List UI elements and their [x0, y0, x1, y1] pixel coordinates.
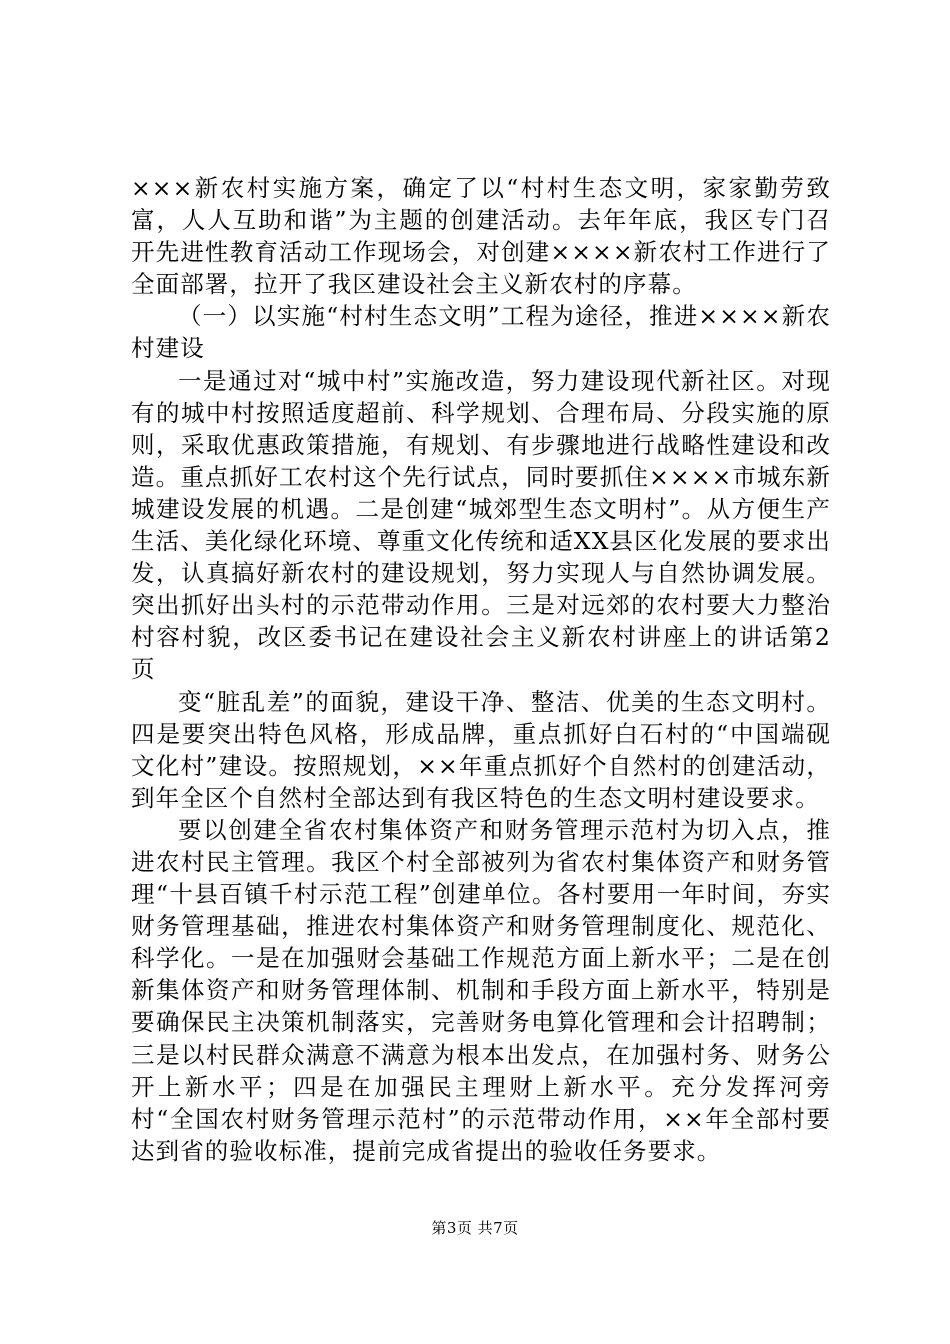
paragraph-4: 要以创建全省农村集体资产和财务管理示范村为切入点，推进农村民主管理。我区个村全部被列为省农村集体资产和财务管理“十县百镇千村示范工程”创建单位。各村要用一年时间，夯实财务管理基础，推进农村集体资产和财务管理制度化、规范化、科学化。一是在加强财会基础工作规范方面上新水平；二是在创新集体资产和财务管理体制、机制和手段方面上新水平，特别是要确保民主决策机制落实，完善财务电算化管理和会计招聘制；三是以村民群众满意不满意为根本出发点，在加强村务、财务公开上新水平；四是在加强民主理财上新水平。充分发挥河旁村“全国农村财务管理示范村”的示范带动作用，××年全部村要达到省的验收标准，提前完成省提出的验收任务要求。 [131, 815, 831, 1165]
paragraph-3: 变“脏乱差”的面貌，建设干净、整洁、优美的生态文明村。四是要突出特色风格，形成品牌，重点抓好白石村的“中国端砚文化村”建设。按照规划，××年重点抓好个自然村的创建活动，到年全区个自然村全部达到有我区特色的生态文明村建设要求。 [131, 687, 831, 812]
paragraph-1: ×××新农村实施方案，确定了以“村村生态文明，家家勤劳致富，人人互助和谐”为主题的创建活动。去年年底，我区专门召开先进性教育活动工作现场会，对创建××××新农村工作进行了全面部署，拉开了我区建设社会主义新农村的序幕。 [131, 174, 831, 299]
document-body [131, 172, 831, 1167]
section-heading: （一）以实施“村村生态文明”工程为途径，推进××××新农村建设 [131, 302, 831, 363]
paragraph-2: 一是通过对“城中村”实施改造，努力建设现代新社区。对现有的城中村按照适度超前、科学规划、合理布局、分段实施的原则，采取优惠政策措施，有规划、有步骤地进行战略性建设和改造。重点抓好工农村这个先行试点，同时要抓住××××市城东新城建设发展的机遇。二是创建“城郊型生态文明村”。从方便生产生活、美化绿化环境、尊重文化传统和适XX县区化发展的要求出发，认真搞好新农村的建设规划，努力实现人与自然协调发展。突出抓好出头村的示范带动作用。三是对远郊的农村要大力整治村容村貌，改区委书记在建设社会主义新农村讲座上的讲话第2页 [131, 366, 831, 684]
page-footer: 第3页 共7页 [431, 1219, 519, 1237]
